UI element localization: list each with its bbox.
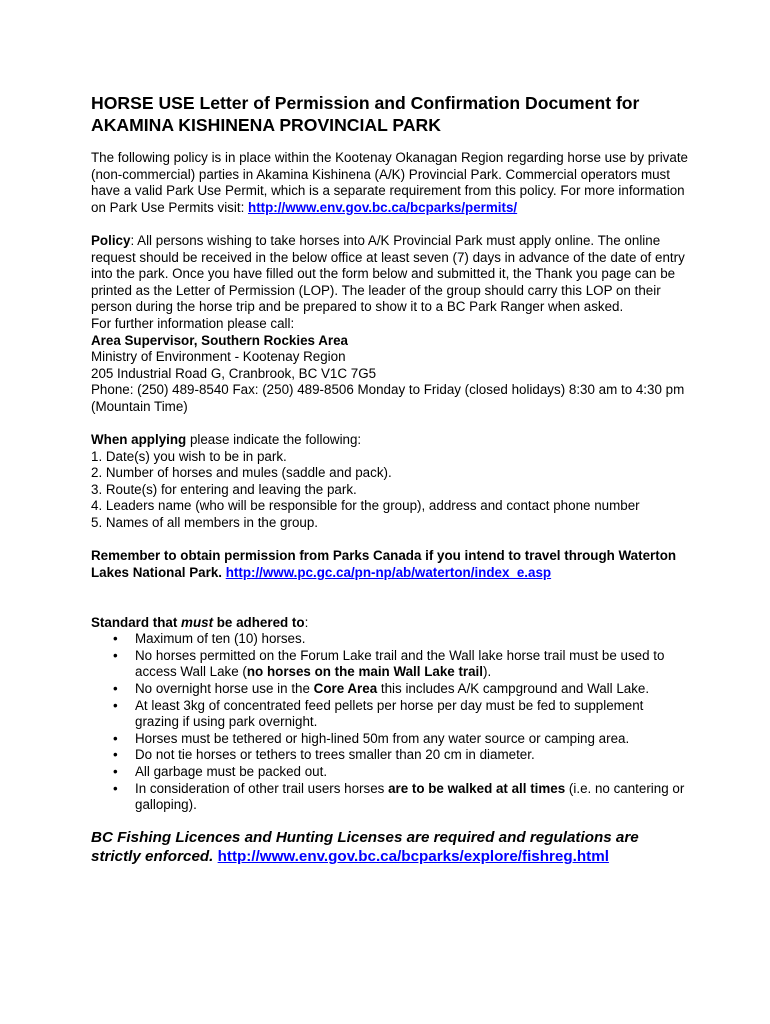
applying-item: 2. Number of horses and mules (saddle and pack). — [91, 465, 392, 481]
policy-paragraph — [91, 233, 691, 316]
contact-address: 205 Industrial Road G, Cranbrook, BC V1C 7G5 — [91, 365, 377, 381]
parks-canada-text: Remember to obtain permission from Parks Canada if you intend to travel through Waterton Lakes National Park. — [91, 548, 677, 580]
b2-bold: no horses on the main Wall Lake trail — [246, 664, 483, 680]
waterton-link[interactable]: http://www.pc.gc.ca/pn-np/ab/waterton/index_e.asp — [225, 564, 552, 580]
applying-label: When applying — [91, 432, 187, 448]
b2-pre: No horses permitted on the Forum Lake trail and the Wall lake horse trail must be used to access Wall Lake ( — [135, 647, 665, 680]
standard-label-post: be adhered to — [213, 614, 305, 630]
applying-text: please indicate the following: — [186, 432, 362, 448]
applying-heading — [91, 432, 691, 449]
contact-phone: Phone: (250) 489-8540 Fax: (250) 489-8506 Monday to Friday (closed holidays) 8:30 am to 4:30 pm (Mountain Time) — [91, 382, 685, 414]
intro-paragraph — [91, 150, 691, 216]
contact-ministry: Ministry of Environment - Kootenay Region — [91, 349, 346, 365]
applying-item: 1. Date(s) you wish to be in park. — [91, 448, 287, 464]
fishing-text: BC Fishing Licences and Hunting Licenses are required and regulations are strictly enforced. — [91, 828, 639, 866]
standard-colon: : — [304, 614, 309, 630]
standard-label-em: must — [181, 614, 214, 630]
standard-item: • Maximum of ten (10) horses. — [135, 631, 691, 648]
standard-item: • All garbage must be packed out. — [135, 764, 691, 781]
b3-post: this includes A/K campground and Wall Lake. — [377, 681, 650, 696]
standard-item — [135, 681, 691, 698]
standard-item — [135, 648, 691, 681]
contact-title: Area Supervisor, Southern Rockies Area — [91, 332, 348, 348]
standard-item: • Do not tie horses or tethers to trees smaller than 20 cm in diameter. — [135, 747, 691, 764]
document-title: HORSE USE Letter of Permission and Confirmation Document for AKAMINA KISHINENA PROVINCIAL PARK — [91, 93, 640, 135]
permits-link[interactable]: http://www.env.gov.bc.ca/bcparks/permits/ — [248, 199, 518, 215]
applying-item: 3. Route(s) for entering and leaving the park. — [91, 481, 357, 497]
b8-pre: In consideration of other trail users horses — [135, 780, 389, 796]
applying-item: 5. Names of all members in the group. — [91, 515, 319, 531]
standard-label-pre: Standard that — [91, 614, 182, 630]
fishreg-link[interactable]: http://www.env.gov.bc.ca/bcparks/explore/fishreg.html — [217, 848, 609, 866]
standard-item: • At least 3kg of concentrated feed pellets per horse per day must be fed to supplement grazing if using park overnight. — [135, 698, 691, 731]
b3-pre: No overnight horse use in the — [135, 681, 314, 696]
intro-text: The following policy is in place within the Kootenay Okanagan Region regarding horse use by private (non-commercial) parties in Akamina Kishinena (A/K) Provincial Park. Commercial operators must have a valid Park Use Permit, which is a separate requirement from this policy. For more information on Park Use Permits visit: — [91, 150, 688, 215]
document-body — [91, 93, 691, 867]
b8-post: (i.e. no cantering or galloping). — [135, 780, 685, 813]
standard-heading — [91, 615, 691, 632]
applying-item: 4. Leaders name (who will be responsible for the group), address and contact phone number — [91, 498, 640, 514]
parks-canada-notice — [91, 548, 691, 581]
standards-list — [91, 631, 691, 814]
further-info: For further information please call: — [91, 315, 295, 331]
b8-bold: are to be walked at all times — [388, 780, 566, 796]
policy-text: : All persons wishing to take horses into A/K Provincial Park must apply online. The online request should be received in the below office at least seven (7) days in advance of the date of entry into the park. Once you have filled out the form below and submitted it, the Thank you page can be printed as the Letter of Permission (LOP). The leader of the group should carry this LOP on their person during the horse trip and be prepared to show it to a BC Park Ranger when asked. — [91, 232, 685, 315]
fishing-notice — [91, 828, 691, 867]
b3-bold: Core Area — [313, 681, 378, 696]
b2-post: ). — [483, 664, 492, 680]
standard-item: • Horses must be tethered or high-lined 50m from any water source or camping area. — [135, 731, 691, 748]
standard-item — [135, 781, 691, 814]
policy-label: Policy — [91, 232, 131, 248]
